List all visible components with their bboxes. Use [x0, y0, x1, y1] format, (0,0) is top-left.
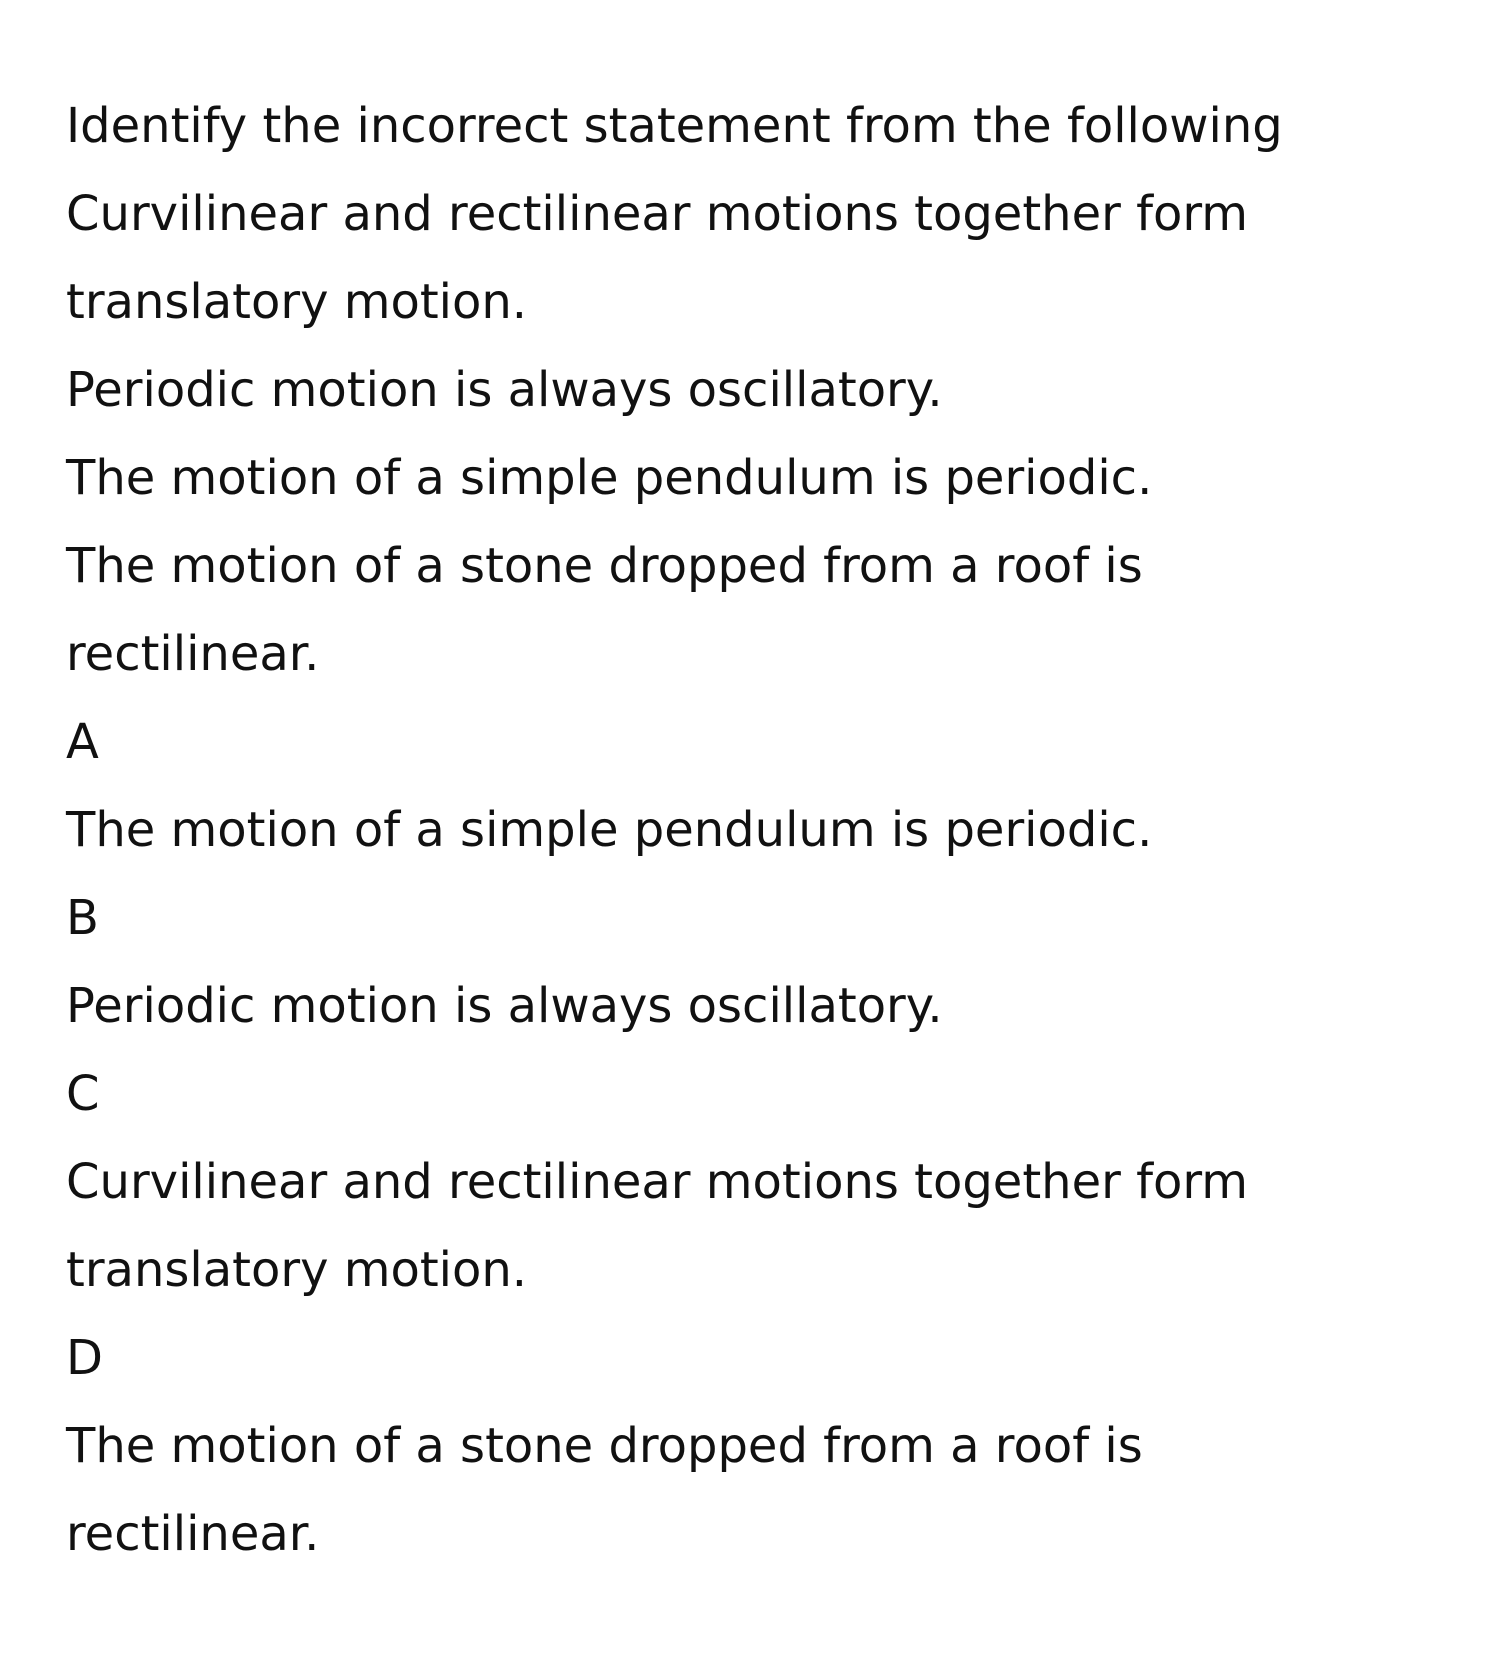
option-a-letter: A	[66, 714, 99, 770]
option-c-text-line-2: translatory motion.	[66, 1242, 528, 1298]
statement-1	[66, 170, 1466, 346]
options-list	[66, 698, 1466, 1578]
statement-3	[66, 434, 1466, 522]
option-d-letter: D	[66, 1330, 103, 1386]
statement-1-line-1: Curvilinear and rectilinear motions together form	[66, 186, 1248, 242]
statement-4-line-1: The motion of a stone dropped from a roof is	[66, 538, 1143, 594]
option-d-text-line-1: The motion of a stone dropped from a roof is	[66, 1418, 1143, 1474]
option-b[interactable]	[66, 874, 1466, 1050]
option-a-text: The motion of a simple pendulum is periodic.	[66, 802, 1153, 858]
question-document	[66, 82, 1466, 1578]
statement-1-line-2: translatory motion.	[66, 274, 528, 330]
option-b-letter: B	[66, 890, 99, 946]
option-c[interactable]	[66, 1050, 1466, 1314]
option-c-letter: C	[66, 1066, 100, 1122]
option-c-text-line-1: Curvilinear and rectilinear motions together form	[66, 1154, 1248, 1210]
option-d[interactable]	[66, 1314, 1466, 1578]
option-d-text-line-2: rectilinear.	[66, 1506, 320, 1562]
statement-list	[66, 170, 1466, 698]
statement-3-line-1: The motion of a simple pendulum is periodic.	[66, 450, 1153, 506]
question-prompt: Identify the incorrect statement from the following	[66, 98, 1283, 154]
option-b-text: Periodic motion is always oscillatory.	[66, 978, 943, 1034]
statement-4	[66, 522, 1466, 698]
option-a[interactable]	[66, 698, 1466, 874]
statement-2	[66, 346, 1466, 434]
statement-4-line-2: rectilinear.	[66, 626, 320, 682]
statement-2-line-1: Periodic motion is always oscillatory.	[66, 362, 943, 418]
